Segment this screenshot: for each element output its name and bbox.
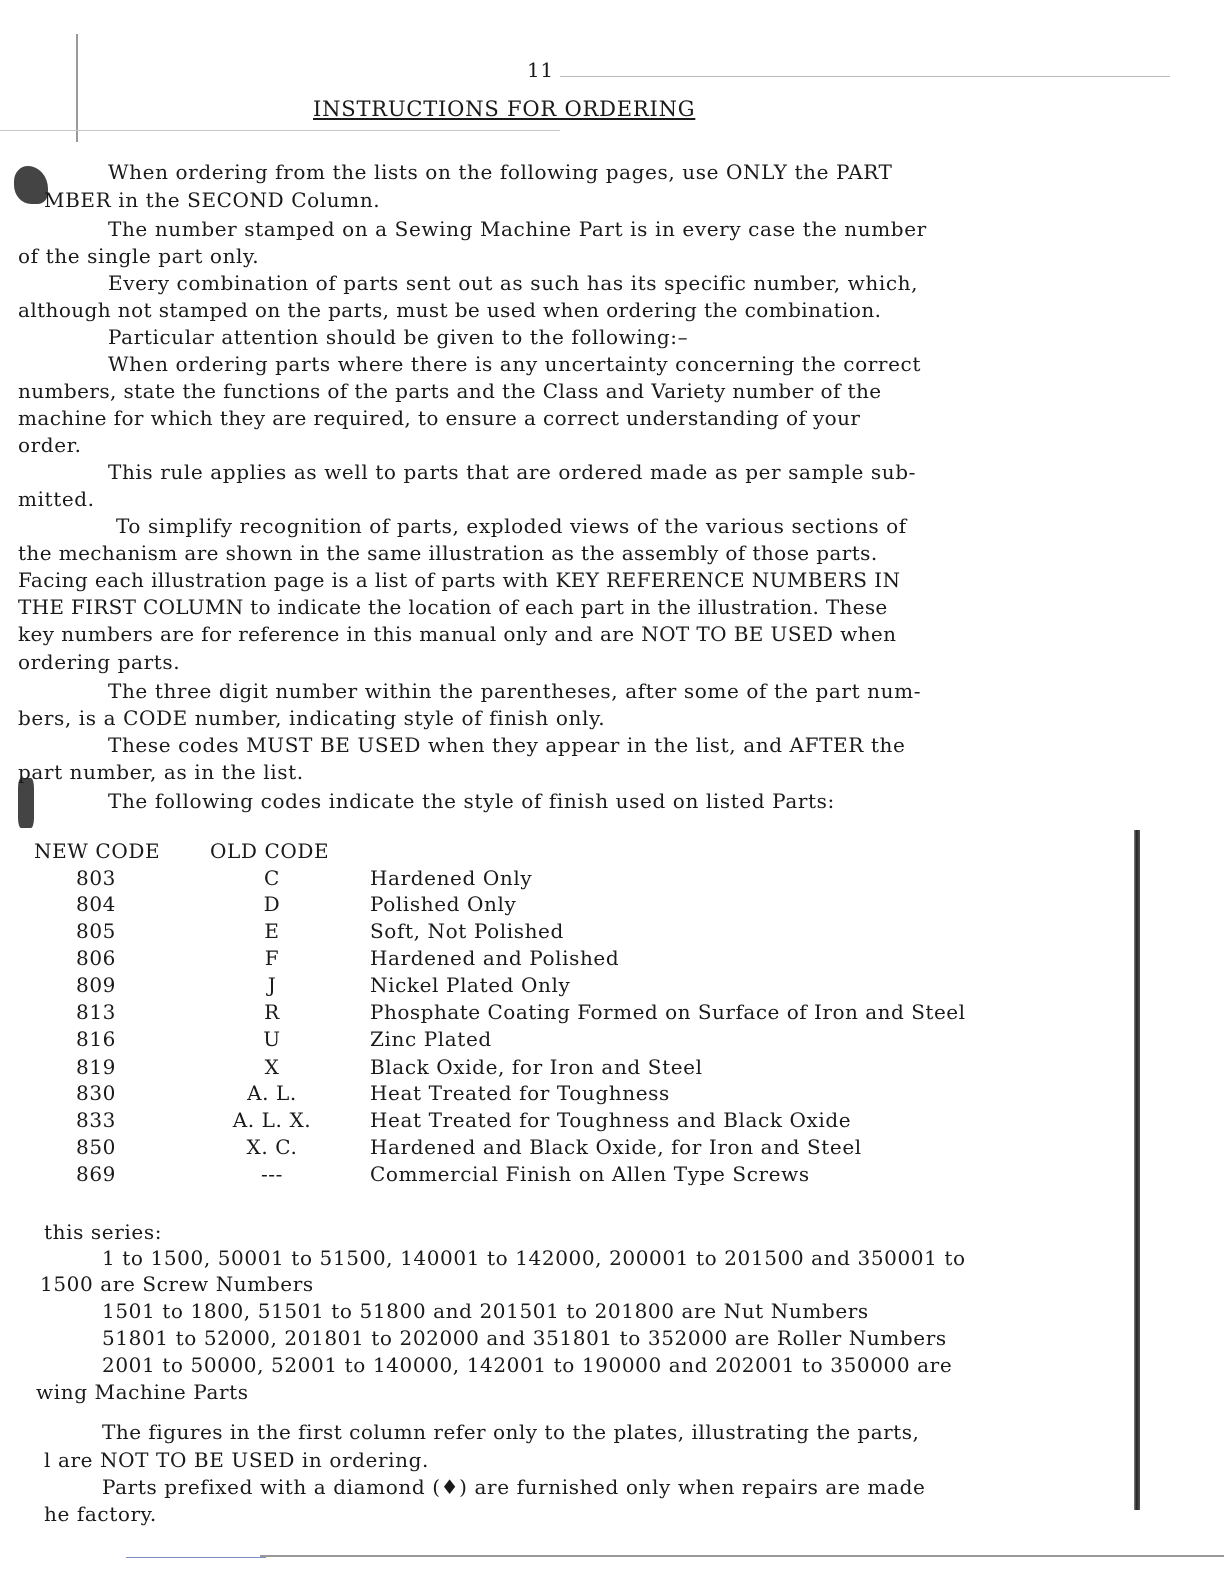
series-line: this series: — [44, 1220, 163, 1244]
scan-line-top — [0, 130, 560, 131]
paragraph-line: Every combination of parts sent out as such has its specific number, which, — [108, 271, 919, 295]
table-cell-old: A. L. — [247, 1081, 297, 1105]
table-cell-old: X — [264, 1055, 280, 1079]
table-cell-old: R — [264, 1000, 280, 1024]
note-line: he factory. — [44, 1502, 157, 1526]
paragraph-line: machine for which they are required, to ensure a correct understanding of your — [18, 406, 861, 430]
table-cell-old: J — [267, 973, 277, 997]
table-cell-desc: Hardened and Polished — [370, 946, 620, 970]
table-cell-desc: Phosphate Coating Formed on Surface of Iron and Steel — [370, 1000, 966, 1024]
series-line: 1 to 1500, 50001 to 51500, 140001 to 142000, 200001 to 201500 and 350001 to — [102, 1246, 966, 1270]
table-cell-old: D — [263, 892, 281, 916]
note-line: Parts prefixed with a diamond (♦) are furnished only when repairs are made — [102, 1475, 926, 1499]
table-cell-new: 813 — [76, 1000, 116, 1024]
table-cell-desc: Hardened Only — [370, 866, 533, 890]
paragraph-line: of the single part only. — [18, 244, 260, 268]
table-cell-old: --- — [260, 1162, 284, 1186]
page-number: 11 — [527, 58, 554, 82]
table-cell-desc: Polished Only — [370, 892, 517, 916]
series-line: wing Machine Parts — [36, 1380, 249, 1404]
scan-edge-right — [1134, 830, 1140, 1510]
paragraph-line: order. — [18, 433, 82, 457]
paragraph-line: numbers, state the functions of the parts and the Class and Variety number of the — [18, 379, 882, 403]
series-line: 1500 are Screw Numbers — [40, 1272, 314, 1296]
paragraph-line: The three digit number within the parentheses, after some of the part num- — [108, 679, 922, 703]
table-cell-old: F — [264, 946, 280, 970]
paragraph-line: Facing each illustration page is a list of parts with KEY REFERENCE NUMBERS IN — [18, 568, 901, 592]
paragraph-line: Particular attention should be given to the following:– — [108, 325, 689, 349]
scan-line-left — [76, 34, 78, 142]
scan-line-bottom — [260, 1555, 1224, 1557]
table-cell-new: 833 — [76, 1108, 116, 1132]
table-cell-old: A. L. X. — [232, 1108, 312, 1132]
scan-line-bottom-left — [126, 1557, 266, 1558]
table-cell-new: 809 — [76, 973, 116, 997]
note-line: l are NOT TO BE USED in ordering. — [44, 1448, 429, 1472]
series-line: 1501 to 1800, 51501 to 51800 and 201501 to 201800 are Nut Numbers — [102, 1299, 869, 1323]
table-cell-desc: Heat Treated for Toughness — [370, 1081, 670, 1105]
paragraph-line: MBER in the SECOND Column. — [44, 188, 381, 212]
table-cell-desc: Zinc Plated — [370, 1027, 492, 1051]
table-cell-new: 869 — [76, 1162, 116, 1186]
scan-blot-top — [14, 166, 48, 204]
table-cell-new: 805 — [76, 919, 116, 943]
table-cell-old: C — [264, 866, 280, 890]
paragraph-line: bers, is a CODE number, indicating style of finish only. — [18, 706, 606, 730]
table-cell-new: 816 — [76, 1027, 116, 1051]
table-cell-old: X. C. — [246, 1135, 298, 1159]
table-header-new-code: NEW CODE — [34, 839, 161, 863]
paragraph-line: key numbers are for reference in this manual only and are NOT TO BE USED when — [18, 622, 897, 646]
paragraph-line: although not stamped on the parts, must be used when ordering the combination. — [18, 298, 882, 322]
paragraph-line: mitted. — [18, 487, 95, 511]
paragraph-line: ordering parts. — [18, 650, 181, 674]
paragraph-line: This rule applies as well to parts that are ordered made as per sample sub- — [108, 460, 917, 484]
table-cell-new: 850 — [76, 1135, 116, 1159]
table-cell-desc: Commercial Finish on Allen Type Screws — [370, 1162, 810, 1186]
paragraph-line: When ordering parts where there is any uncertainty concerning the correct — [108, 352, 921, 376]
table-cell-new: 819 — [76, 1055, 116, 1079]
paragraph-line: the mechanism are shown in the same illustration as the assembly of those parts. — [18, 541, 878, 565]
table-cell-new: 806 — [76, 946, 116, 970]
paragraph-line: The following codes indicate the style of finish used on listed Parts: — [108, 789, 835, 813]
paragraph-line: These codes MUST BE USED when they appear in the list, and AFTER the — [108, 733, 906, 757]
table-cell-desc: Hardened and Black Oxide, for Iron and Steel — [370, 1135, 862, 1159]
table-cell-old: U — [263, 1027, 281, 1051]
table-cell-new: 803 — [76, 866, 116, 890]
table-cell-desc: Black Oxide, for Iron and Steel — [370, 1055, 703, 1079]
table-cell-new: 830 — [76, 1081, 116, 1105]
paragraph-line: To simplify recognition of parts, exploded views of the various sections of — [116, 514, 907, 538]
paragraph-line: THE FIRST COLUMN to indicate the location of each part in the illustration. These — [18, 595, 888, 619]
note-line: The figures in the first column refer only to the plates, illustrating the parts, — [102, 1420, 920, 1444]
paragraph-line: The number stamped on a Sewing Machine Part is in every case the number — [108, 217, 927, 241]
table-header-old-code: OLD CODE — [210, 839, 330, 863]
table-cell-desc: Soft, Not Polished — [370, 919, 564, 943]
series-line: 2001 to 50000, 52001 to 140000, 142001 to 190000 and 202001 to 350000 are — [102, 1353, 953, 1377]
scan-line-top-right — [560, 76, 1170, 77]
paragraph-line: part number, as in the list. — [18, 760, 304, 784]
scan-blot-middle — [18, 778, 34, 828]
table-cell-old: E — [264, 919, 280, 943]
series-line: 51801 to 52000, 201801 to 202000 and 351801 to 352000 are Roller Numbers — [102, 1326, 947, 1350]
table-cell-desc: Nickel Plated Only — [370, 973, 571, 997]
paragraph-line: When ordering from the lists on the following pages, use ONLY the PART — [108, 160, 893, 184]
table-cell-desc: Heat Treated for Toughness and Black Oxide — [370, 1108, 852, 1132]
page-title: INSTRUCTIONS FOR ORDERING — [313, 97, 696, 121]
table-cell-new: 804 — [76, 892, 116, 916]
